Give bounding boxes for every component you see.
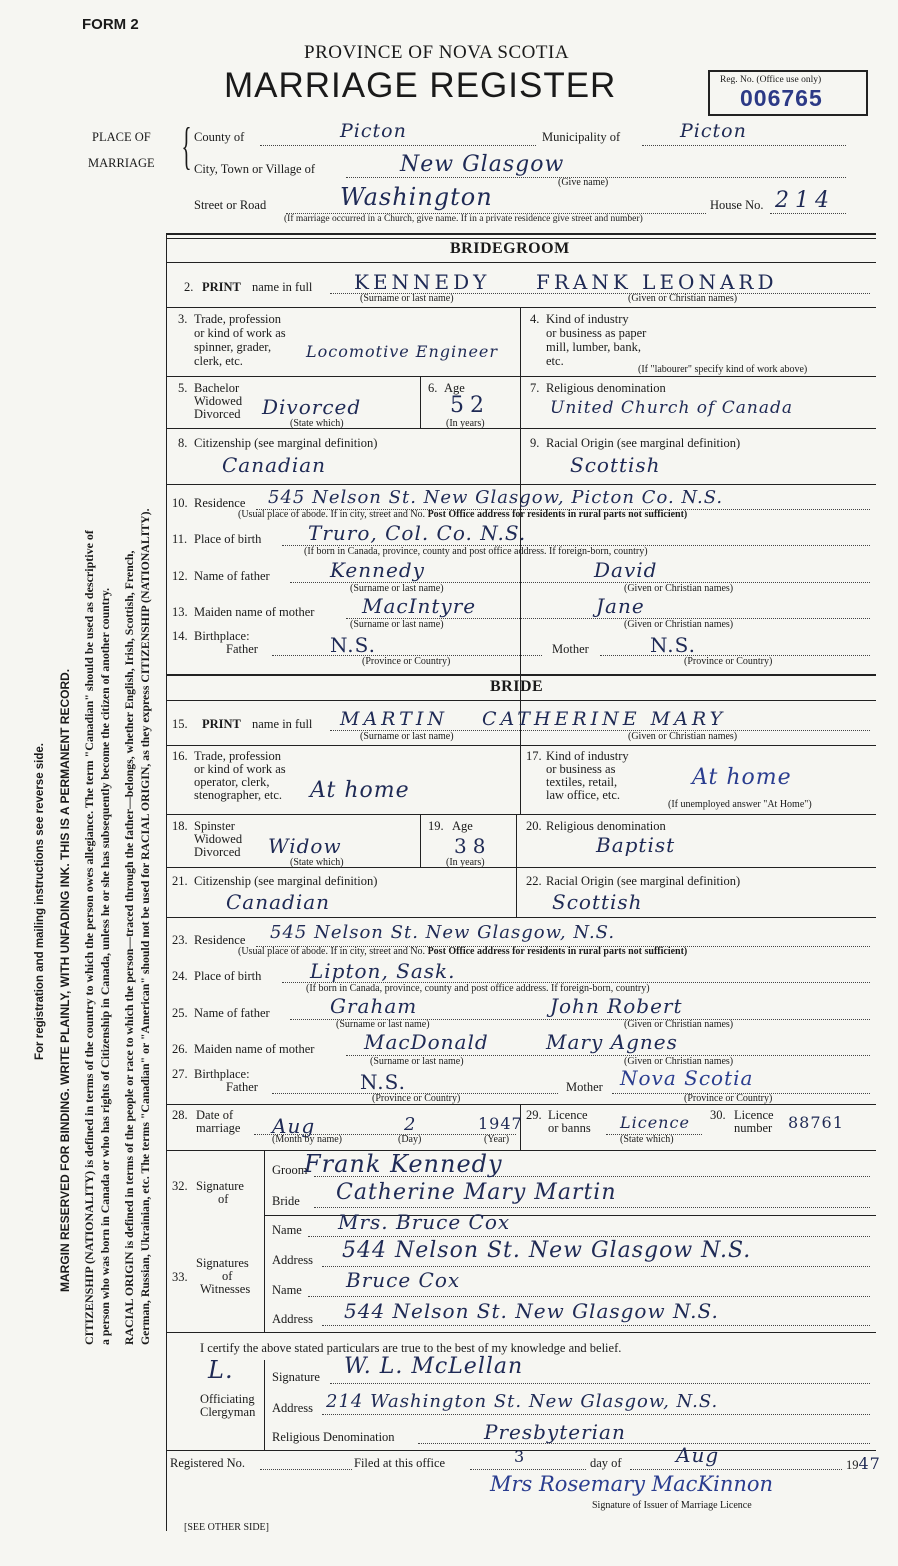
groom-father-given: David bbox=[594, 558, 658, 582]
bride-status-label-2: Widowed bbox=[194, 832, 243, 846]
licence-number-label-1: Licence bbox=[734, 1108, 774, 1122]
bride-name-num: 15. bbox=[172, 717, 188, 731]
groom-bp-mother-sub: (Province or Country) bbox=[684, 656, 773, 667]
w1-address: 544 Nelson St. New Glasgow N.S. bbox=[342, 1238, 752, 1263]
place-brace: { bbox=[181, 118, 192, 175]
reg-no-value: 006765 bbox=[740, 85, 823, 111]
bride-bp-father-sub: (Province or Country) bbox=[372, 1093, 461, 1104]
marriage-year: 1947 bbox=[478, 1114, 523, 1133]
bride-citizen: Canadian bbox=[226, 890, 331, 914]
w1-name-label: Name bbox=[272, 1223, 302, 1237]
groom-status-num: 5. bbox=[178, 381, 188, 395]
groom-res-num: 10. bbox=[172, 496, 188, 510]
groom-signature: Frank Kennedy bbox=[304, 1150, 503, 1178]
municipality-value: Picton bbox=[680, 120, 747, 142]
groom-given-sub: (Given or Christian names) bbox=[628, 293, 738, 304]
clergy-address-label: Address bbox=[272, 1401, 313, 1415]
margin-binding-warning: MARGIN RESERVED FOR BINDING. WRITE PLAINLY, WITH UNFADING INK. THIS IS A PERMANENT RECORD. bbox=[58, 668, 72, 1292]
bride-age: 38 bbox=[454, 834, 492, 858]
wit-label-3: Witnesses bbox=[200, 1282, 251, 1296]
bride-father-num: 25. bbox=[172, 1006, 188, 1020]
place-label: PLACE OF bbox=[92, 130, 151, 144]
clergy-initial: L. bbox=[208, 1356, 234, 1384]
groom-bp-mother-label: Mother bbox=[552, 642, 589, 656]
city-value: New Glasgow bbox=[400, 152, 565, 177]
groom-mother-given: Jane bbox=[596, 594, 645, 618]
sig-num: 32. bbox=[172, 1179, 188, 1193]
groom-religion: United Church of Canada bbox=[550, 398, 793, 418]
groom-print-label: PRINT bbox=[202, 280, 241, 294]
date-label-1: Date of bbox=[196, 1108, 234, 1122]
bride-residence: 545 Nelson St. New Glasgow, N.S. bbox=[270, 922, 616, 943]
groom-age-sub: (In years) bbox=[446, 418, 485, 429]
bride-industry-label-1: Kind of industry bbox=[546, 749, 629, 763]
bride-mother-given-sub: (Given or Christian names) bbox=[624, 1056, 734, 1067]
groom-father-surname: Kennedy bbox=[330, 558, 425, 582]
groom-mother-surname: MacIntyre bbox=[362, 594, 477, 618]
sig-label-1: Signature bbox=[196, 1179, 244, 1193]
bride-citizen-label: Citizenship (see marginal definition) bbox=[194, 874, 378, 888]
clergy-label-2: Clergyman bbox=[200, 1405, 256, 1419]
bride-trade-num: 16. bbox=[172, 749, 188, 763]
groom-surname-sub: (Surname or last name) bbox=[360, 293, 454, 304]
groom-father-surname-sub: (Surname or last name) bbox=[350, 583, 444, 594]
groom-religion-label: Religious denomination bbox=[546, 381, 666, 395]
licence-number-label-2: number bbox=[734, 1121, 773, 1135]
clergy-address: 214 Washington St. New Glasgow, N.S. bbox=[326, 1391, 719, 1412]
bride-father-given-sub: (Given or Christian names) bbox=[624, 1019, 734, 1030]
groom-status-label-1: Bachelor bbox=[194, 381, 240, 395]
groom-given: FRANK LEONARD bbox=[536, 270, 778, 294]
margin-instructions-line1: For registration and mailing instructions see reverse side. bbox=[34, 743, 46, 1060]
bride-industry-label-3: textiles, retail, bbox=[546, 775, 618, 789]
marriage-month: Aug bbox=[272, 1114, 316, 1138]
bride-father-label: Name of father bbox=[194, 1006, 270, 1020]
bride-age-label: Age bbox=[452, 819, 473, 833]
groom-bp-father: N.S. bbox=[330, 633, 376, 657]
house-value: 214 bbox=[775, 188, 835, 213]
bride-trade-label-3: operator, clerk, bbox=[194, 775, 270, 789]
bride-mother-surname-sub: (Surname or last name) bbox=[370, 1056, 464, 1067]
bride-mother-num: 26. bbox=[172, 1042, 188, 1056]
groom-mother-given-sub: (Given or Christian names) bbox=[624, 619, 734, 630]
wit-label-2: of bbox=[222, 1269, 233, 1283]
groom-birth-num: 11. bbox=[172, 532, 188, 546]
bride-birth: Lipton, Sask. bbox=[310, 959, 456, 983]
bride-religion-label: Religious denomination bbox=[546, 819, 666, 833]
groom-trade-label-3: spinner, grader, bbox=[194, 340, 272, 354]
licence-label-1: Licence bbox=[548, 1108, 588, 1122]
wit-label-1: Signatures bbox=[196, 1256, 249, 1270]
bride-signature: Catherine Mary Martin bbox=[336, 1180, 617, 1205]
groom-industry-sub: (If "labourer" specify kind of work above) bbox=[638, 364, 808, 375]
groom-status: Divorced bbox=[262, 395, 362, 419]
bride-industry-label-2: or business as bbox=[546, 762, 616, 776]
bride-res-label: Residence bbox=[194, 933, 246, 947]
groom-status-label-3: Divorced bbox=[194, 407, 241, 421]
certify-statement: I certify the above stated particulars are true to the best of my knowledge and belief. bbox=[200, 1341, 622, 1355]
licence-number-num: 30. bbox=[710, 1108, 726, 1122]
groom-sig-label: Groom bbox=[272, 1163, 308, 1177]
bride-father-given: John Robert bbox=[550, 994, 683, 1018]
groom-racial-label: Racial Origin (see marginal definition) bbox=[546, 436, 741, 450]
street-value: Washington bbox=[340, 183, 493, 211]
groom-birth-sub: (If born in Canada, province, county and post office address. If foreign-born, country) bbox=[304, 546, 648, 557]
bride-surname: MARTIN bbox=[340, 708, 448, 730]
groom-racial-num: 9. bbox=[530, 436, 540, 450]
city-sub: (Give name) bbox=[558, 177, 609, 188]
bride-age-sub: (In years) bbox=[446, 857, 485, 868]
bride-heading: BRIDE bbox=[490, 678, 544, 695]
bride-surname-sub: (Surname or last name) bbox=[360, 731, 454, 742]
bride-bp-mother-sub: (Province or Country) bbox=[684, 1093, 773, 1104]
bride-status: Widow bbox=[268, 834, 342, 858]
groom-birth: Truro, Col. Co. N.S. bbox=[308, 521, 527, 545]
clergy-signature: W. L. McLellan bbox=[344, 1354, 524, 1379]
w2-name-label: Name bbox=[272, 1283, 302, 1297]
licence-number: 88761 bbox=[788, 1113, 844, 1132]
bride-given: CATHERINE MARY bbox=[482, 708, 727, 730]
groom-mother-num: 13. bbox=[172, 605, 188, 619]
groom-residence: 545 Nelson St. New Glasgow, Picton Co. N.S. bbox=[268, 487, 724, 508]
bride-bp-mother-label: Mother bbox=[566, 1080, 603, 1094]
groom-industry-label-1: Kind of industry bbox=[546, 312, 629, 326]
margin-citizenship-definition: CITIZENSHIP (NATIONALITY) is defined in terms of the country to which the person owes allegiance. The term "Canadian" should be used as descriptive of bbox=[82, 530, 96, 1345]
wit-num: 33. bbox=[172, 1270, 188, 1284]
bride-father-surname: Graham bbox=[330, 994, 418, 1018]
year-sub: (Year) bbox=[484, 1134, 510, 1145]
street-label: Street or Road bbox=[194, 198, 267, 212]
groom-industry-label-4: etc. bbox=[546, 354, 564, 368]
bride-birth-sub: (If born in Canada, province, county and post office address. If foreign-born, country) bbox=[306, 983, 650, 994]
filed-label: Filed at this office bbox=[354, 1456, 446, 1470]
groom-racial: Scottish bbox=[570, 453, 661, 477]
bride-racial: Scottish bbox=[552, 890, 643, 914]
bride-trade: At home bbox=[310, 778, 410, 803]
day-of-label: day of bbox=[590, 1456, 622, 1470]
groom-bp-num: 14. bbox=[172, 629, 188, 643]
groom-mother-label: Maiden name of mother bbox=[194, 605, 315, 619]
bride-status-sub: (State which) bbox=[290, 857, 344, 868]
margin-citizenship-definition-2: a person who was born in Canada or who has rights of Citizenship in Canada, unless he or she has subsequently become the citizen of another country. bbox=[98, 587, 112, 1345]
bride-racial-num: 22. bbox=[526, 874, 542, 888]
bride-trade-label-2: or kind of work as bbox=[194, 762, 286, 776]
groom-trade: Locomotive Engineer bbox=[306, 342, 499, 361]
form-title: MARRIAGE REGISTER bbox=[224, 66, 617, 105]
bride-birth-label: Place of birth bbox=[194, 969, 262, 983]
w1-name: Mrs. Bruce Cox bbox=[338, 1210, 511, 1234]
bride-bp-mother: Nova Scotia bbox=[620, 1066, 754, 1090]
groom-citizen: Canadian bbox=[222, 453, 327, 477]
date-label-2: marriage bbox=[196, 1121, 241, 1135]
licence-sub: (State which) bbox=[620, 1134, 674, 1145]
county-label: County of bbox=[194, 130, 245, 144]
issuer-signature: Mrs Rosemary MacKinnon bbox=[490, 1472, 774, 1496]
bride-given-sub: (Given or Christian names) bbox=[628, 731, 738, 742]
bride-name-label: name in full bbox=[252, 717, 313, 731]
bride-res-sub: (Usual place of abode. If in city, street and No. Post Office address for residents in rural parts not sufficient) bbox=[238, 946, 688, 957]
groom-trade-num: 3. bbox=[178, 312, 188, 326]
bride-sig-label: Bride bbox=[272, 1194, 300, 1208]
date-num: 28. bbox=[172, 1108, 188, 1122]
filed-month: Aug bbox=[676, 1443, 720, 1467]
groom-industry-label-3: mill, lumber, bank, bbox=[546, 340, 641, 354]
groom-res-label: Residence bbox=[194, 496, 246, 510]
w1-address-label: Address bbox=[272, 1253, 313, 1267]
reg-no-label: Reg. No. (Office use only) bbox=[720, 75, 822, 85]
clergy-denomination-label: Religious Denomination bbox=[272, 1430, 395, 1444]
see-other-side: [SEE OTHER SIDE] bbox=[184, 1522, 269, 1533]
groom-name-label: name in full bbox=[252, 280, 313, 294]
sig-label-2: of bbox=[218, 1192, 229, 1206]
w2-name: Bruce Cox bbox=[346, 1268, 461, 1292]
bride-citizen-num: 21. bbox=[172, 874, 188, 888]
bride-bp-num: 27. bbox=[172, 1067, 188, 1081]
groom-citizen-label: Citizenship (see marginal definition) bbox=[194, 436, 378, 450]
filed-day: 3 bbox=[514, 1447, 526, 1466]
filed-year: 1947 bbox=[846, 1454, 881, 1473]
bride-mother-label: Maiden name of mother bbox=[194, 1042, 315, 1056]
groom-status-label-2: Widowed bbox=[194, 394, 243, 408]
groom-trade-label-2: or kind of work as bbox=[194, 326, 286, 340]
bridegroom-heading: BRIDEGROOM bbox=[450, 240, 570, 257]
bride-industry-sub: (If unemployed answer "At Home") bbox=[668, 799, 812, 810]
bride-bp-father: N.S. bbox=[360, 1070, 406, 1094]
groom-name-num: 2. bbox=[184, 280, 194, 294]
groom-mother-surname-sub: (Surname or last name) bbox=[350, 619, 444, 630]
bride-trade-label-1: Trade, profession bbox=[194, 749, 282, 763]
clergy-label-1: Officiating bbox=[200, 1392, 255, 1406]
issuer-label: Signature of Issuer of Marriage Licence bbox=[592, 1500, 752, 1511]
margin-racial-definition: RACIAL ORIGIN is defined in terms of the people or race to which the person—traced through the father—belongs, whether English, Irish, Scottish, French, bbox=[122, 550, 136, 1345]
groom-father-given-sub: (Given or Christian names) bbox=[624, 583, 734, 594]
bride-industry: At home bbox=[692, 765, 792, 790]
bride-print-label: PRINT bbox=[202, 717, 241, 731]
groom-bp-label: Birthplace: bbox=[194, 629, 250, 643]
place-note: (If marriage occurred in a Church, give name. If in a private residence give street and number) bbox=[284, 214, 643, 224]
licence-num: 29. bbox=[526, 1108, 542, 1122]
city-label: City, Town or Village of bbox=[194, 162, 316, 176]
county-value: Picton bbox=[340, 120, 407, 142]
groom-citizen-num: 8. bbox=[178, 436, 188, 450]
groom-religion-num: 7. bbox=[530, 381, 540, 395]
bride-religion: Baptist bbox=[596, 833, 676, 857]
bride-birth-num: 24. bbox=[172, 969, 188, 983]
bride-trade-label-4: stenographer, etc. bbox=[194, 788, 283, 802]
clergy-denomination: Presbyterian bbox=[484, 1420, 626, 1444]
bride-status-num: 18. bbox=[172, 819, 188, 833]
bride-res-num: 23. bbox=[172, 933, 188, 947]
bride-mother-surname: MacDonald bbox=[364, 1030, 489, 1054]
groom-father-label: Name of father bbox=[194, 569, 270, 583]
month-sub: (Month by name) bbox=[272, 1134, 342, 1145]
licence-value: Licence bbox=[620, 1113, 690, 1132]
groom-status-sub: (State which) bbox=[290, 418, 344, 429]
registered-no-label: Registered No. bbox=[170, 1456, 245, 1470]
groom-trade-label-1: Trade, profession bbox=[194, 312, 282, 326]
day-sub: (Day) bbox=[398, 1134, 422, 1145]
bride-age-num: 19. bbox=[428, 819, 444, 833]
groom-surname: KENNEDY bbox=[354, 270, 491, 294]
marriage-day: 2 bbox=[404, 1114, 417, 1135]
bride-bp-label: Birthplace: bbox=[194, 1067, 250, 1081]
marriage-label: MARRIAGE bbox=[88, 156, 155, 170]
groom-bp-mother: N.S. bbox=[650, 633, 696, 657]
municipality-label: Municipality of bbox=[542, 130, 621, 144]
reg-no-box bbox=[708, 70, 868, 116]
groom-bp-father-label: Father bbox=[226, 642, 258, 656]
bride-religion-num: 20. bbox=[526, 819, 542, 833]
bride-status-label-3: Divorced bbox=[194, 845, 241, 859]
groom-birth-label: Place of birth bbox=[194, 532, 262, 546]
w2-address-label: Address bbox=[272, 1312, 313, 1326]
groom-industry-label-2: or business as paper bbox=[546, 326, 647, 340]
groom-father-num: 12. bbox=[172, 569, 188, 583]
bride-status-label-1: Spinster bbox=[194, 819, 235, 833]
groom-res-sub: (Usual place of abode. If in city, street and No. Post Office address for residents in rural parts not sufficient) bbox=[238, 509, 688, 520]
bride-industry-label-4: law office, etc. bbox=[546, 788, 621, 802]
groom-industry-num: 4. bbox=[530, 312, 540, 326]
house-label: House No. bbox=[710, 198, 764, 212]
groom-age-label: Age bbox=[444, 381, 465, 395]
groom-age: 52 bbox=[450, 393, 490, 418]
margin-racial-definition-2: German, Russian, Ukrainian, etc. The terms "Canadian" or "American" should not be used for RACIAL ORIGIN, as they express CITIZENSHIP (NATIONALITY). bbox=[138, 508, 152, 1345]
groom-trade-label-4: clerk, etc. bbox=[194, 354, 243, 368]
groom-bp-father-sub: (Province or Country) bbox=[362, 656, 451, 667]
bride-bp-father-label: Father bbox=[226, 1080, 258, 1094]
bride-industry-num: 17. bbox=[526, 749, 542, 763]
licence-label-2: or banns bbox=[548, 1121, 591, 1135]
w2-address: 544 Nelson St. New Glasgow N.S. bbox=[344, 1299, 719, 1323]
clergy-sig-label: Signature bbox=[272, 1370, 320, 1384]
province-heading: PROVINCE OF NOVA SCOTIA bbox=[304, 42, 570, 63]
groom-age-num: 6. bbox=[428, 381, 438, 395]
form-number: FORM 2 bbox=[82, 16, 139, 33]
bride-racial-label: Racial Origin (see marginal definition) bbox=[546, 874, 741, 888]
bride-father-surname-sub: (Surname or last name) bbox=[336, 1019, 430, 1030]
bride-mother-given: Mary Agnes bbox=[546, 1030, 678, 1054]
